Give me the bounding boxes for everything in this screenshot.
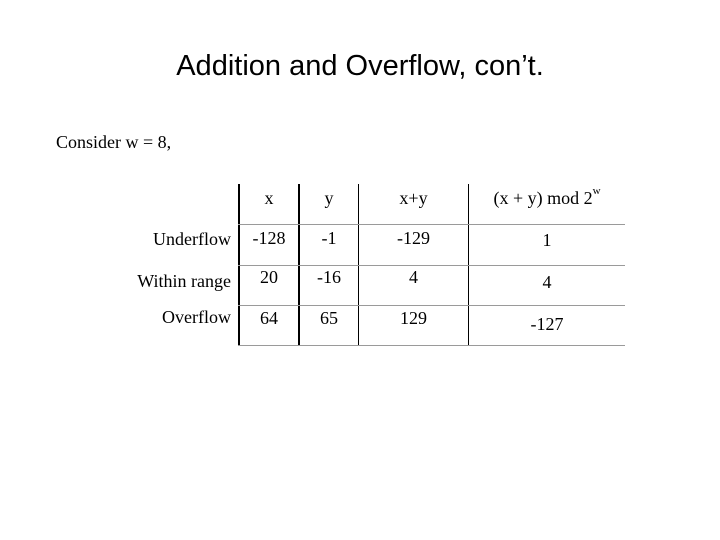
- cell-mod: -127: [530, 314, 564, 334]
- row-divider: [238, 224, 625, 225]
- table-border-bottom: [238, 345, 625, 346]
- header-x: x: [264, 188, 274, 208]
- row-label-underflow: Underflow: [153, 229, 231, 249]
- cell-mod: 1: [542, 230, 552, 250]
- row-divider: [238, 305, 625, 306]
- cell-x: -128: [252, 228, 286, 248]
- header-mod: [469, 185, 625, 209]
- cell-y: 65: [320, 308, 338, 328]
- cell-mod: 4: [542, 272, 552, 292]
- cell-sum: 4: [409, 267, 418, 287]
- row-label-within-range: Within range: [137, 271, 231, 291]
- header-mod-exponent: w: [592, 185, 601, 197]
- cell-sum: 129: [400, 308, 427, 328]
- cell-sum: -129: [397, 228, 430, 248]
- cell-x: 20: [260, 267, 278, 287]
- header-mod-base: (x + y) mod 2: [493, 188, 593, 208]
- row-label-overflow: Overflow: [162, 307, 231, 327]
- header-sum: x+y: [399, 188, 428, 208]
- intro-text: Consider w = 8,: [56, 132, 172, 152]
- row-divider: [238, 265, 625, 266]
- cell-y: -1: [321, 228, 337, 248]
- cell-y: -16: [317, 267, 341, 287]
- overflow-table: [238, 184, 625, 346]
- cell-x: 64: [260, 308, 278, 328]
- slide-title: Addition and Overflow, con’t.: [176, 50, 544, 82]
- header-y: y: [324, 188, 334, 208]
